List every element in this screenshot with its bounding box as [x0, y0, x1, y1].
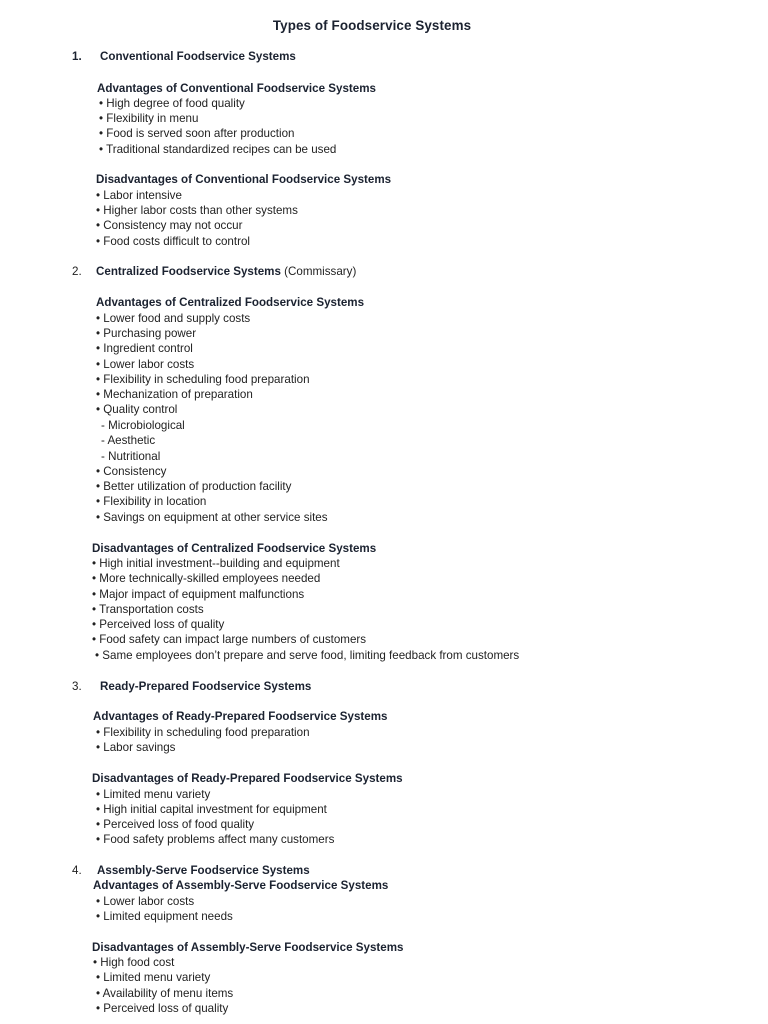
section-3-heading: Ready-Prepared Foodservice Systems — [100, 680, 312, 693]
list-item: • Labor intensive — [96, 189, 182, 202]
list-subitem: - Microbiological — [101, 419, 185, 432]
list-item: • Flexibility in scheduling food preparation — [96, 726, 310, 739]
list-item: • High food cost — [93, 956, 175, 969]
list-item: • More technically-skilled employees needed — [92, 572, 321, 585]
list-item: • Purchasing power — [96, 327, 197, 340]
list-item: • Food safety problems affect many customers — [96, 833, 335, 846]
list-item: • Limited menu variety — [96, 971, 211, 984]
list-item: • Perceived loss of quality — [96, 1002, 229, 1015]
section-2-heading-name: Centralized Foodservice Systems — [96, 265, 281, 278]
list-item: • Higher labor costs than other systems — [96, 204, 298, 217]
list-item: • Major impact of equipment malfunctions — [92, 588, 305, 601]
section-2-heading — [96, 264, 356, 279]
list-item: • Quality control — [96, 403, 178, 416]
list-item: • Food is served soon after production — [99, 127, 295, 140]
section-2-disadvantages-heading: Disadvantages of Centralized Foodservice Systems — [92, 542, 377, 555]
list-item: • High initial investment--building and equipment — [92, 557, 340, 570]
section-1-disadvantages-heading: Disadvantages of Conventional Foodservice Systems — [96, 173, 392, 186]
list-item: • Better utilization of production facility — [96, 480, 292, 493]
section-1-heading: Conventional Foodservice Systems — [100, 50, 296, 63]
section-3-number: 3. — [72, 680, 82, 693]
list-item: • Flexibility in menu — [99, 112, 199, 125]
list-item: • Traditional standardized recipes can be used — [99, 143, 337, 156]
list-item: • Food costs difficult to control — [96, 235, 250, 248]
section-2-heading-suffix: (Commissary) — [284, 265, 357, 278]
list-item: • Perceived loss of quality — [92, 618, 225, 631]
list-item: • Limited menu variety — [96, 788, 211, 801]
list-item: • High degree of food quality — [99, 97, 245, 110]
section-4-disadvantages-heading: Disadvantages of Assembly-Serve Foodservice Systems — [92, 941, 404, 954]
list-item: • Limited equipment needs — [96, 910, 233, 923]
list-item: • Flexibility in scheduling food preparation — [96, 373, 310, 386]
list-item: • Perceived loss of food quality — [96, 818, 255, 831]
list-subitem: - Aesthetic — [101, 434, 156, 447]
page-title: Types of Foodservice Systems — [272, 18, 472, 33]
list-item: • Ingredient control — [96, 342, 193, 355]
list-item: • Availability of menu items — [96, 987, 234, 1000]
section-4-advantages-heading: Advantages of Assembly-Serve Foodservice Systems — [93, 879, 389, 892]
section-1-advantages-heading: Advantages of Conventional Foodservice Systems — [97, 82, 376, 95]
section-2-advantages-heading: Advantages of Centralized Foodservice Systems — [96, 296, 365, 309]
section-3-disadvantages-heading: Disadvantages of Ready-Prepared Foodservice Systems — [92, 772, 403, 785]
list-item: • Lower food and supply costs — [96, 312, 251, 325]
section-4-number: 4. — [72, 864, 82, 877]
list-item: • Mechanization of preparation — [96, 388, 253, 401]
list-item: • Lower labor costs — [96, 358, 195, 371]
list-item: • Savings on equipment at other service sites — [96, 511, 328, 524]
list-item: • Lower labor costs — [96, 895, 195, 908]
list-subitem: - Nutritional — [101, 450, 161, 463]
list-item: • Food safety can impact large numbers of customers — [92, 633, 367, 646]
section-2-number: 2. — [72, 265, 82, 278]
list-item: • Consistency may not occur — [96, 219, 243, 232]
section-3-advantages-heading: Advantages of Ready-Prepared Foodservice Systems — [93, 710, 388, 723]
list-item: • Same employees don’t prepare and serve food, limiting feedback from customers — [95, 649, 520, 662]
list-item: • Consistency — [96, 465, 167, 478]
section-4-heading: Assembly-Serve Foodservice Systems — [97, 864, 310, 877]
list-item: • High initial capital investment for equipment — [96, 803, 327, 816]
list-item: • Labor savings — [96, 741, 176, 754]
section-1-number: 1. — [72, 50, 82, 63]
list-item: • Transportation costs — [92, 603, 204, 616]
list-item: • Flexibility in location — [96, 495, 207, 508]
